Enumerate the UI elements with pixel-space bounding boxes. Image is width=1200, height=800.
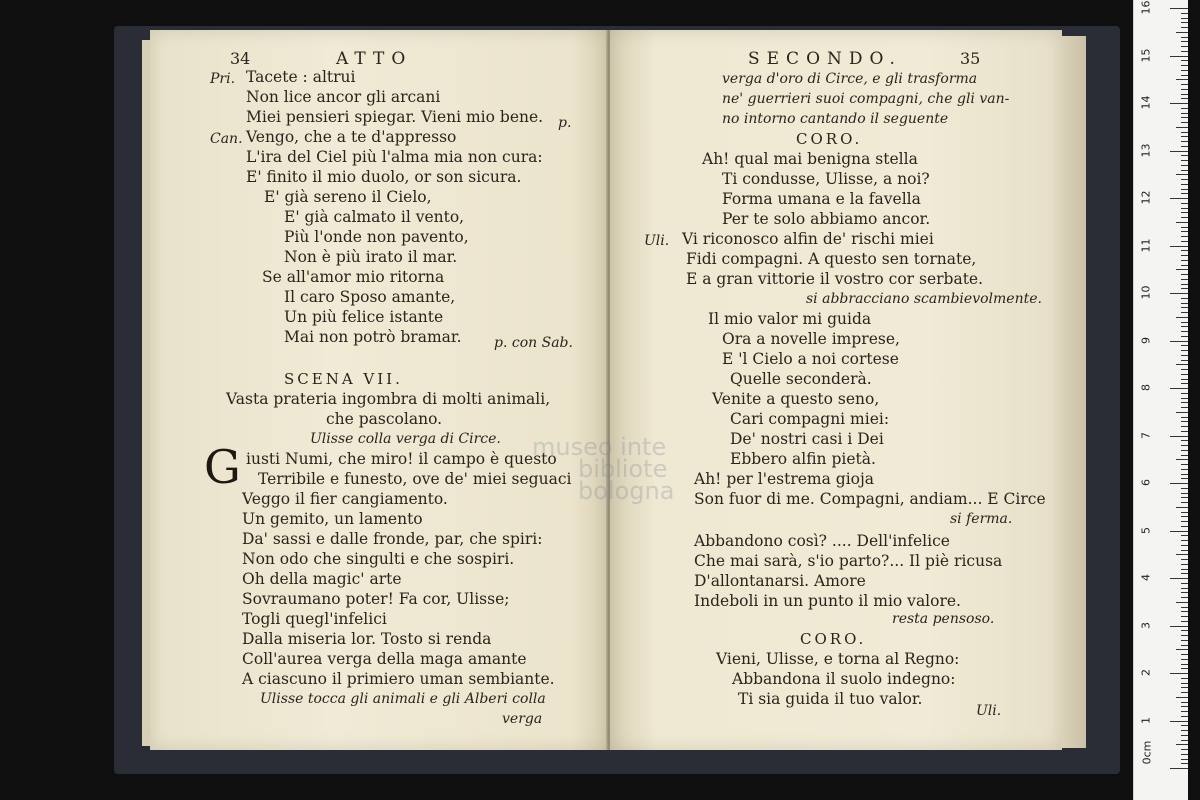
ruler-tick — [1170, 673, 1188, 674]
ruler-tick — [1181, 355, 1188, 356]
ruler-tick — [1181, 640, 1188, 641]
verse-line: Venite a questo seno, — [712, 390, 880, 408]
ruler-tick — [1181, 725, 1188, 726]
ruler-tick — [1170, 293, 1188, 294]
ruler-tick — [1181, 98, 1188, 99]
ruler-tick — [1176, 602, 1188, 603]
chorus-line: Abbandona il suolo indegno: — [732, 670, 956, 688]
ruler-label: 9 — [1139, 336, 1153, 344]
ruler-tick — [1181, 592, 1188, 593]
verse-line: Il caro Sposo amante, — [284, 288, 456, 306]
ruler-tick — [1181, 730, 1188, 731]
verse-line: Non lice ancor gli arcani — [246, 88, 441, 106]
ruler-tick — [1181, 678, 1188, 679]
ruler-tick — [1181, 450, 1188, 451]
ruler-tick — [1181, 265, 1188, 266]
ruler-tick — [1181, 540, 1188, 541]
ruler-tick — [1181, 711, 1188, 712]
ruler-tick — [1181, 478, 1188, 479]
ruler-tick — [1181, 184, 1188, 185]
scene-heading: SCENA VII. — [284, 370, 403, 388]
verse-line: Vengo, che a te d'appresso — [246, 128, 457, 146]
ruler-tick — [1181, 360, 1188, 361]
ruler-tick — [1181, 659, 1188, 660]
verse-line: E' finito il mio duolo, or son sicura. — [246, 168, 522, 186]
ruler-tick — [1181, 369, 1188, 370]
ruler-tick — [1176, 554, 1188, 555]
stage-direction: Ulisse tocca gli animali e gli Alberi colla — [260, 691, 546, 707]
ruler-tick — [1170, 151, 1188, 152]
ruler-tick — [1181, 630, 1188, 631]
ruler-label: 8 — [1139, 384, 1153, 391]
verse-line: Veggo il fier cangiamento. — [242, 490, 448, 508]
ruler-tick — [1181, 754, 1188, 755]
ruler-tick — [1181, 654, 1188, 655]
ruler-tick — [1181, 502, 1188, 503]
running-header-right: SECONDO. — [748, 49, 902, 69]
ruler-tick — [1181, 735, 1188, 736]
ruler-tick — [1181, 559, 1188, 560]
ruler-tick — [1181, 189, 1188, 190]
verse-line: Fidi compagni. A questo sen tornate, — [686, 250, 977, 268]
ruler-tick — [1181, 70, 1188, 71]
chorus-line: Ah! qual mai benigna stella — [702, 150, 918, 168]
ruler-label: 13 — [1139, 143, 1153, 157]
ruler-tick — [1181, 645, 1188, 646]
ruler-tick — [1181, 402, 1188, 403]
ruler-tick — [1181, 255, 1188, 256]
stage-direction: si abbracciano scambievolmente. — [806, 291, 1042, 307]
verse-line: Terribile e funesto, ove de' miei seguaci — [258, 470, 572, 488]
verse-line: Ora a novelle imprese, — [722, 330, 900, 348]
chorus-line: Ti condusse, Ulisse, a noi? — [722, 170, 930, 188]
chorus-heading: CORO. — [800, 630, 867, 648]
ruler-tick — [1181, 497, 1188, 498]
ruler-label: 15 — [1139, 48, 1153, 62]
verse-line: Miei pensieri spiegar. Vieni mio bene. — [246, 108, 544, 126]
ruler-tick — [1181, 445, 1188, 446]
ruler-tick — [1181, 75, 1188, 76]
speaker-pri: Pri. — [210, 71, 236, 87]
ruler-tick — [1181, 331, 1188, 332]
ruler-tick — [1181, 122, 1188, 123]
ruler-tick — [1181, 706, 1188, 707]
verse-line: Non è più irato il mar. — [284, 248, 458, 266]
ruler-tick — [1181, 279, 1188, 280]
verse-line: Oh della magic' arte — [242, 570, 402, 588]
verse-line: Cari compagni miei: — [730, 410, 890, 428]
ruler-tick — [1181, 46, 1188, 47]
ruler-label: 1 — [1139, 716, 1153, 724]
verse-line: De' nostri casi i Dei — [730, 430, 884, 448]
ruler-tick — [1181, 274, 1188, 275]
verse-line: Più l'onde non pavento, — [284, 228, 469, 246]
ruler-tick — [1181, 241, 1188, 242]
ruler-tick — [1170, 56, 1188, 57]
ruler-tick — [1170, 198, 1188, 199]
ruler-tick — [1181, 132, 1188, 133]
ruler-tick — [1181, 155, 1188, 156]
verse-line: Abbandono così? .... Dell'infelice — [694, 532, 950, 550]
ruler-tick — [1176, 269, 1188, 270]
ruler-tick — [1181, 94, 1188, 95]
stage-direction: verga d'oro di Circe, e gli trasforma — [722, 71, 978, 87]
catchword: Uli. — [976, 703, 1002, 719]
verse-line: Ah! per l'estrema gioja — [694, 470, 875, 488]
ruler-tick — [1181, 516, 1188, 517]
ruler-tick — [1181, 464, 1188, 465]
ruler-tick — [1181, 512, 1188, 513]
ruler-label: 4 — [1139, 574, 1153, 581]
verse-line: E a gran vittorie il vostro cor serbate. — [686, 270, 984, 288]
verse-line: E 'l Cielo a noi cortese — [722, 350, 899, 368]
verse-line: Da' sassi e dalle fronde, par, che spiri: — [242, 530, 543, 548]
verse-line: Che mai sarà, s'io parto?... Il piè ricusa — [694, 552, 1003, 570]
ruler-tick — [1181, 702, 1188, 703]
verse-line: Il mio valor mi guida — [708, 310, 872, 328]
ruler-tick — [1181, 535, 1188, 536]
ruler-tick — [1181, 231, 1188, 232]
ruler-tick — [1170, 341, 1188, 342]
ruler-label: 7 — [1139, 431, 1153, 439]
ruler-tick — [1170, 721, 1188, 722]
ruler-tick — [1181, 740, 1188, 741]
ruler-tick — [1181, 37, 1188, 38]
chorus-line: Ti sia guida il tuo valor. — [738, 690, 923, 708]
measurement-ruler — [1133, 0, 1188, 800]
ruler-tick — [1170, 388, 1188, 389]
ruler-tick — [1181, 607, 1188, 608]
ruler-label: 14 — [1139, 95, 1153, 110]
ruler-tick — [1170, 103, 1188, 104]
ruler-tick — [1181, 545, 1188, 546]
ruler-tick — [1181, 687, 1188, 688]
page-edges-right — [1058, 36, 1086, 748]
ruler-tick — [1181, 759, 1188, 760]
ruler-tick — [1181, 440, 1188, 441]
ruler-tick — [1170, 436, 1188, 437]
ruler-tick — [1170, 531, 1188, 532]
ruler-tick — [1181, 227, 1188, 228]
ruler-tick — [1176, 697, 1188, 698]
ruler-tick — [1181, 616, 1188, 617]
ruler-tick — [1181, 345, 1188, 346]
watermark-line: bologna — [578, 477, 675, 505]
ruler-tick — [1181, 417, 1188, 418]
page-number-right: 35 — [960, 49, 981, 68]
scene-character: Ulisse colla verga di Circe. — [310, 431, 501, 447]
ruler-tick — [1181, 573, 1188, 574]
ruler-tick — [1176, 649, 1188, 650]
watermark-line: bibliote — [578, 455, 668, 483]
ruler-tick — [1181, 117, 1188, 118]
ruler-tick — [1181, 236, 1188, 237]
scene-description: Vasta prateria ingombra di molti animali, — [226, 390, 551, 408]
verse-line: A ciascuno il primiero uman sembiante. — [242, 670, 555, 688]
ruler-tick — [1181, 611, 1188, 612]
ruler-tick — [1170, 578, 1188, 579]
verse-line: Vi riconosco alfin de' rischi miei — [682, 230, 934, 248]
ruler-tick — [1181, 141, 1188, 142]
ruler-tick — [1181, 474, 1188, 475]
catchword: verga — [502, 711, 543, 727]
ruler-tick — [1176, 744, 1188, 745]
ruler-tick — [1181, 312, 1188, 313]
page-number-left: 34 — [230, 49, 251, 68]
ruler-tick — [1181, 250, 1188, 251]
ruler-tick — [1181, 521, 1188, 522]
ruler-tick — [1176, 459, 1188, 460]
ruler-tick — [1181, 588, 1188, 589]
ruler-tick — [1181, 41, 1188, 42]
ruler-tick — [1181, 431, 1188, 432]
ruler-tick — [1181, 383, 1188, 384]
verse-line: Tacete : altrui — [246, 68, 356, 86]
ruler-tick — [1176, 222, 1188, 223]
ruler-tick — [1181, 260, 1188, 261]
stage-direction: si ferma. — [950, 511, 1013, 527]
ruler-label: 6 — [1139, 479, 1153, 486]
ruler-tick — [1181, 193, 1188, 194]
ruler-tick — [1181, 322, 1188, 323]
ruler-tick — [1181, 763, 1188, 764]
ruler-tick — [1181, 60, 1188, 61]
ruler-tick — [1170, 8, 1188, 9]
ruler-tick — [1181, 89, 1188, 90]
ruler-tick — [1181, 298, 1188, 299]
ruler-tick — [1176, 364, 1188, 365]
ruler-label: 2 — [1139, 669, 1153, 676]
ruler-tick — [1176, 127, 1188, 128]
ruler-tick — [1181, 583, 1188, 584]
stage-mark: p. — [558, 115, 572, 131]
ruler-tick — [1181, 635, 1188, 636]
ruler-label: 12 — [1139, 190, 1153, 205]
ruler-tick — [1181, 203, 1188, 204]
ruler-tick — [1181, 421, 1188, 422]
ruler-label: 16 — [1139, 0, 1153, 15]
chorus-line: Vieni, Ulisse, e torna al Regno: — [716, 650, 960, 668]
ruler-tick — [1181, 179, 1188, 180]
ruler-tick — [1181, 136, 1188, 137]
ruler-tick — [1181, 469, 1188, 470]
verse-line: Dalla miseria lor. Tosto si renda — [242, 630, 492, 648]
ruler-tick — [1181, 165, 1188, 166]
ruler-tick — [1170, 626, 1188, 627]
ruler-tick — [1181, 160, 1188, 161]
ruler-tick — [1181, 488, 1188, 489]
ruler-tick — [1176, 317, 1188, 318]
verse-line: iusti Numi, che miro! il campo è questo — [246, 450, 557, 468]
ruler-label: 5 — [1139, 526, 1153, 534]
ruler-tick — [1181, 18, 1188, 19]
chorus-line: Forma umana e la favella — [722, 190, 921, 208]
ruler-tick — [1181, 398, 1188, 399]
ruler-tick — [1181, 307, 1188, 308]
ruler-tick — [1181, 455, 1188, 456]
ruler-tick — [1181, 84, 1188, 85]
running-header-left: ATTO — [336, 49, 413, 69]
speaker-can: Can. — [210, 131, 243, 147]
ruler-tick — [1181, 393, 1188, 394]
speaker-uli: Uli. — [644, 233, 670, 249]
ruler-tick — [1181, 65, 1188, 66]
ruler-tick — [1181, 288, 1188, 289]
ruler-tick — [1181, 303, 1188, 304]
ruler-tick — [1170, 483, 1188, 484]
ruler-tick — [1181, 664, 1188, 665]
ruler-tick — [1181, 350, 1188, 351]
stage-direction: ne' guerrieri suoi compagni, che gli van- — [722, 91, 1010, 107]
verse-line: Un gemito, un lamento — [242, 510, 423, 528]
stage-direction: no intorno cantando il seguente — [722, 111, 949, 127]
verse-line: D'allontanarsi. Amore — [694, 572, 866, 590]
ruler-tick — [1181, 374, 1188, 375]
verse-line: L'ira del Ciel più l'alma mia non cura: — [246, 148, 543, 166]
verse-line: Mai non potrò bramar. — [284, 328, 462, 346]
ruler-tick — [1176, 32, 1188, 33]
watermark-line: museo inte — [532, 433, 667, 461]
ruler-tick — [1181, 27, 1188, 28]
ruler-tick — [1181, 326, 1188, 327]
ruler-tick — [1181, 170, 1188, 171]
ruler-tick — [1181, 621, 1188, 622]
chorus-heading: CORO. — [796, 130, 863, 148]
ruler-tick — [1170, 768, 1188, 769]
ruler-tick — [1181, 526, 1188, 527]
ruler-tick — [1181, 668, 1188, 669]
verse-line: Togli quegl'infelici — [242, 610, 387, 628]
ruler-tick — [1181, 217, 1188, 218]
verse-line: Sovraumano poter! Fa cor, Ulisse; — [242, 590, 510, 608]
drop-cap: G — [204, 440, 241, 494]
ruler-tick — [1181, 108, 1188, 109]
ruler-tick — [1181, 212, 1188, 213]
ruler-tick — [1181, 379, 1188, 380]
verse-line: Se all'amor mio ritorna — [262, 268, 445, 286]
ruler-tick — [1176, 507, 1188, 508]
verse-line: Ebbero alfin pietà. — [730, 450, 876, 468]
ruler-tick — [1170, 246, 1188, 247]
ruler-label: 0cm — [1140, 740, 1154, 765]
ruler-tick — [1181, 336, 1188, 337]
stage-mark: p. con Sab. — [494, 335, 573, 351]
ruler-tick — [1181, 113, 1188, 114]
verse-line: Coll'aurea verga della maga amante — [242, 650, 527, 668]
ruler-tick — [1181, 13, 1188, 14]
verse-line: E' già sereno il Cielo, — [264, 188, 432, 206]
verse-line: Non odo che singulti e che sospiri. — [242, 550, 515, 568]
ruler-tick — [1181, 208, 1188, 209]
stage-direction: resta pensoso. — [892, 611, 995, 627]
ruler-label: 11 — [1139, 238, 1153, 252]
ruler-tick — [1181, 683, 1188, 684]
ruler-tick — [1181, 597, 1188, 598]
ruler-tick — [1176, 174, 1188, 175]
ruler-tick — [1181, 716, 1188, 717]
ruler-tick — [1181, 493, 1188, 494]
ruler-tick — [1181, 550, 1188, 551]
verse-line: E' già calmato il vento, — [284, 208, 465, 226]
verse-line: Son fuor di me. Compagni, andiam... E Circe — [694, 490, 1046, 508]
ruler-tick — [1181, 692, 1188, 693]
ruler-tick — [1181, 564, 1188, 565]
ruler-label: 10 — [1139, 285, 1153, 300]
ruler-tick — [1181, 407, 1188, 408]
scene-description: che pascolano. — [326, 410, 443, 428]
ruler-tick — [1181, 426, 1188, 427]
ruler-tick — [1181, 146, 1188, 147]
ruler-tick — [1181, 749, 1188, 750]
right-page — [610, 30, 1062, 750]
chorus-line: Per te solo abbiamo ancor. — [722, 210, 931, 228]
ruler-tick — [1176, 412, 1188, 413]
verse-line: Un più felice istante — [284, 308, 444, 326]
ruler-tick — [1176, 79, 1188, 80]
ruler-label: 3 — [1139, 621, 1153, 629]
verse-line: Indeboli in un punto il mio valore. — [694, 592, 961, 610]
verse-line: Quelle seconderà. — [730, 370, 872, 388]
ruler-tick — [1181, 51, 1188, 52]
ruler-tick — [1181, 22, 1188, 23]
left-page — [150, 30, 608, 750]
ruler-tick — [1181, 569, 1188, 570]
ruler-tick — [1181, 284, 1188, 285]
